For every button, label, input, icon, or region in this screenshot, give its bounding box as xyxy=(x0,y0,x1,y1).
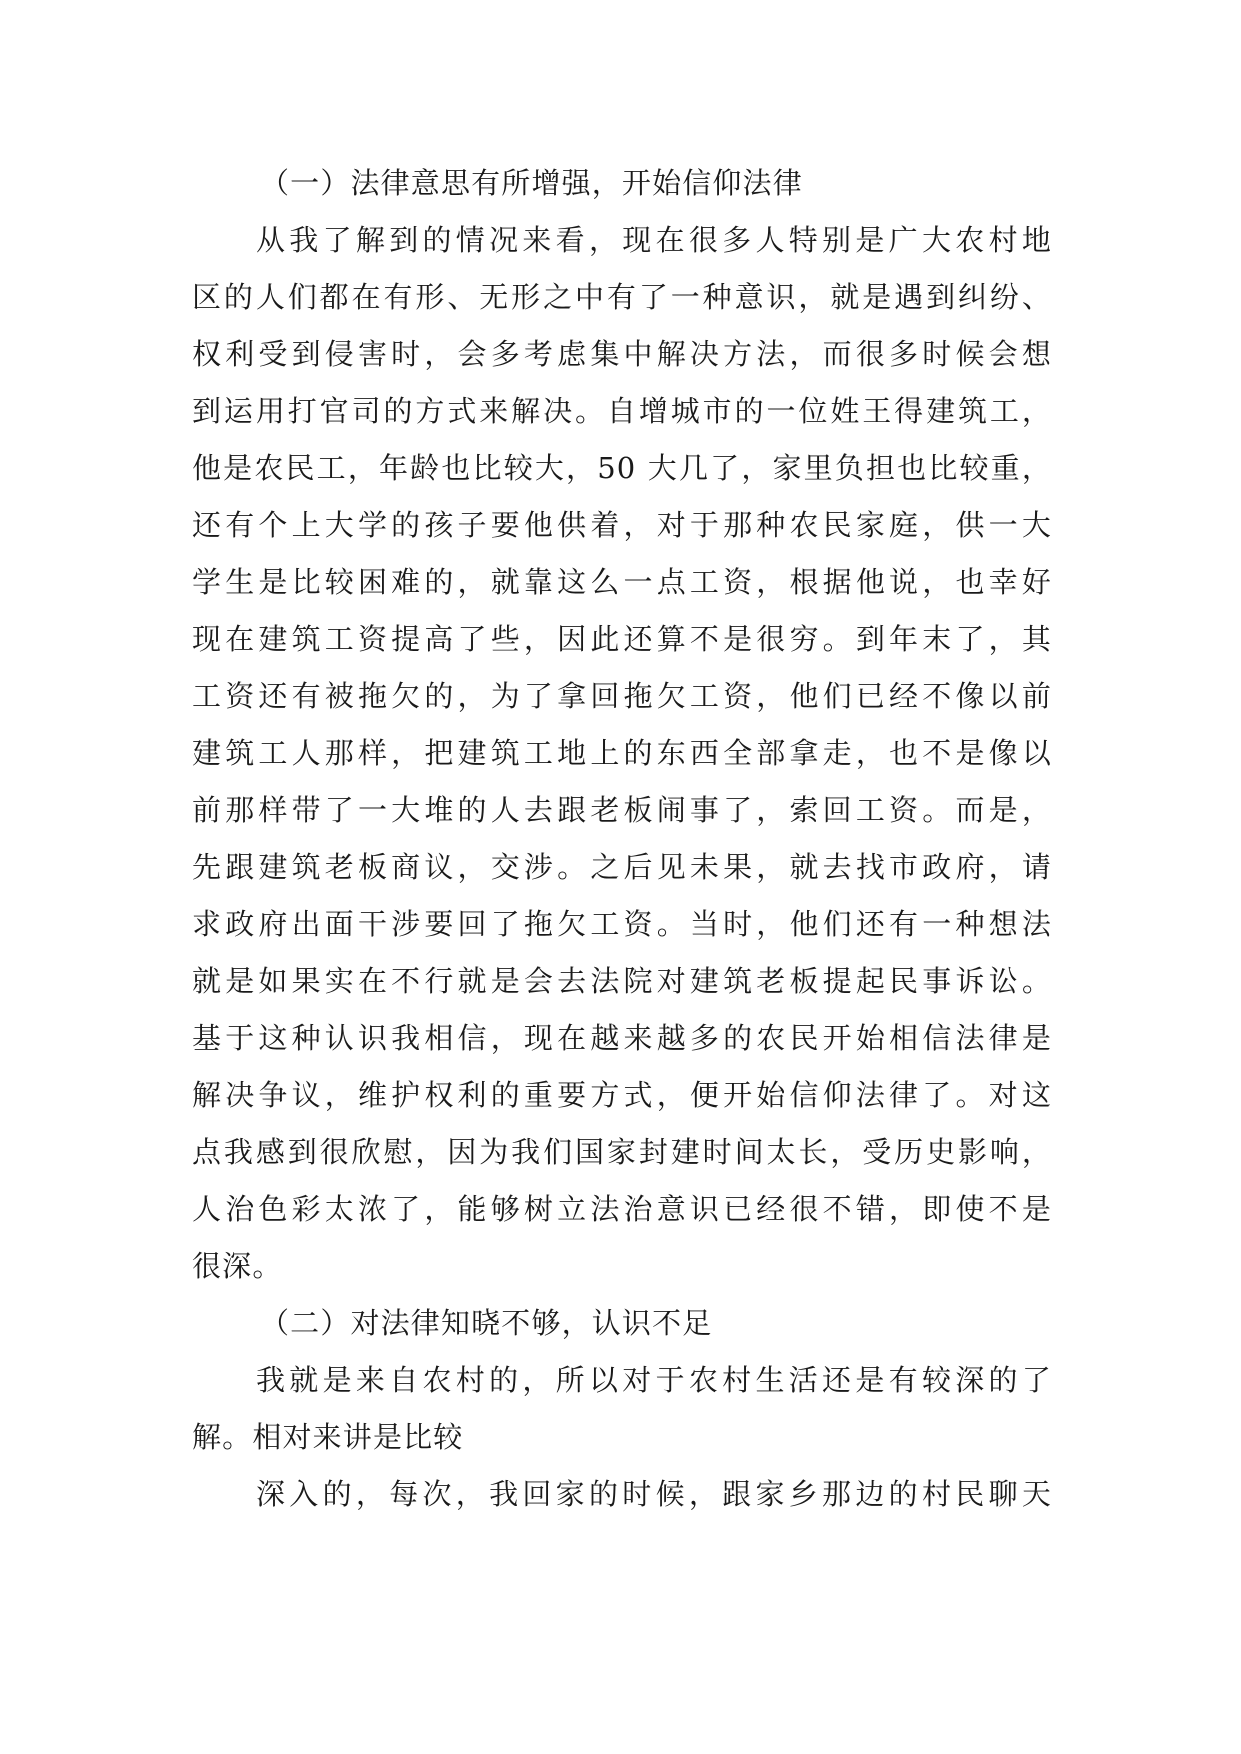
paragraph-line: 就是如果实在不行就是会去法院对建筑老板提起民事诉讼。 xyxy=(192,964,1052,998)
paragraph-line: 深入的，每次，我回家的时候，跟家乡那边的村民聊天 xyxy=(256,1477,1052,1511)
section-heading-1: （一）法律意思有所增强，开始信仰法律 xyxy=(260,166,803,200)
paragraph-line: 前那样带了一大堆的人去跟老板闹事了，索回工资。而是， xyxy=(192,793,1052,827)
paragraph-line: 求政府出面干涉要回了拖欠工资。当时，他们还有一种想法 xyxy=(192,907,1052,941)
paragraph-line: 先跟建筑老板商议，交涉。之后见未果，就去找市政府，请 xyxy=(192,850,1052,884)
paragraph-line: 人治色彩太浓了，能够树立法治意识已经很不错，即使不是 xyxy=(192,1192,1052,1226)
paragraph-line: 学生是比较困难的，就靠这么一点工资，根据他说，也幸好 xyxy=(192,565,1052,599)
paragraph-line: 建筑工人那样，把建筑工地上的东西全部拿走，也不是像以 xyxy=(192,736,1052,770)
paragraph-line: 我就是来自农村的，所以对于农村生活还是有较深的了 xyxy=(256,1363,1052,1397)
paragraph-line: 现在建筑工资提高了些，因此还算不是很穷。到年末了，其 xyxy=(192,622,1052,656)
paragraph-line: 他是农民工，年龄也比较大，50 大几了，家里负担也比较重， xyxy=(192,451,1052,485)
paragraph-line: 点我感到很欣慰，因为我们国家封建时间太长，受历史影响， xyxy=(192,1135,1052,1169)
paragraph-line: 解。相对来讲是比较 xyxy=(192,1420,464,1454)
paragraph-line: 区的人们都在有形、无形之中有了一种意识，就是遇到纠纷、 xyxy=(192,280,1052,314)
paragraph-line: 解决争议，维护权利的重要方式，便开始信仰法律了。对这 xyxy=(192,1078,1052,1112)
section-heading-2: （二）对法律知晓不够，认识不足 xyxy=(260,1306,713,1340)
paragraph-line: 从我了解到的情况来看，现在很多人特别是广大农村地 xyxy=(256,223,1052,257)
paragraph-line: 工资还有被拖欠的，为了拿回拖欠工资，他们已经不像以前 xyxy=(192,679,1052,713)
paragraph-line: 还有个上大学的孩子要他供着，对于那种农民家庭，供一大 xyxy=(192,508,1052,542)
paragraph-line: 基于这种认识我相信，现在越来越多的农民开始相信法律是 xyxy=(192,1021,1052,1055)
paragraph-line: 权利受到侵害时，会多考虑集中解决方法，而很多时候会想 xyxy=(192,337,1052,371)
paragraph-line: 很深。 xyxy=(192,1249,283,1283)
paragraph-line: 到运用打官司的方式来解决。自增城市的一位姓王得建筑工， xyxy=(192,394,1052,428)
